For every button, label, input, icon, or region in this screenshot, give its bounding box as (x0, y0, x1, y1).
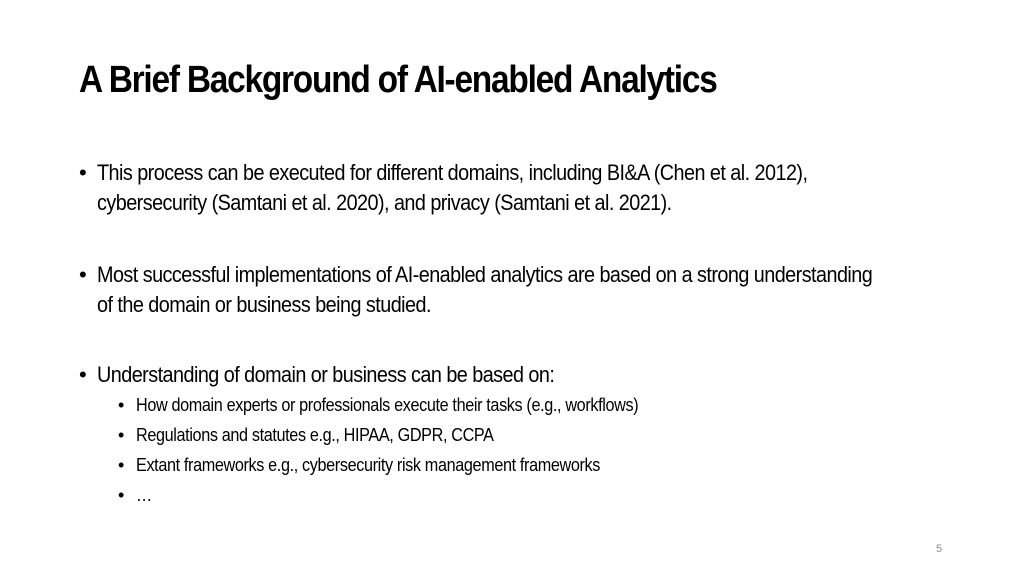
bullet-item (79, 260, 959, 320)
sub-bullet-item (79, 450, 959, 480)
slide-title: A Brief Background of AI-enabled Analytics (79, 59, 717, 101)
bullet-text: This process can be executed for different domains, including BI&A (Chen et al. 2012), cybersecurity (Samtani et al. 2020), and privacy (Samtani et al. 2021). (97, 160, 808, 215)
page-number: 5 (936, 543, 943, 555)
sub-bullet-item (79, 480, 959, 510)
bullet-item (79, 158, 959, 218)
sub-bullet-item (79, 390, 959, 420)
sub-bullet-text: … (136, 485, 152, 505)
bullet-text: Most successful implementations of AI-enabled analytics are based on a strong understanding of the domain or business being studied. (97, 262, 873, 317)
bullet-text: Understanding of domain or business can be based on: (97, 362, 555, 387)
sub-bullet-text: Extant frameworks e.g., cybersecurity risk management frameworks (136, 455, 601, 475)
slide-content (79, 158, 959, 510)
bullet-dot-icon: • (118, 395, 124, 415)
sub-bullet-item (79, 420, 959, 450)
bullet-dot-icon: • (79, 160, 87, 185)
bullet-dot-icon: • (118, 455, 124, 475)
bullet-dot-icon: • (79, 362, 87, 387)
sub-bullet-text: Regulations and statutes e.g., HIPAA, GDPR, CCPA (136, 425, 494, 445)
bullet-dot-icon: • (118, 425, 124, 445)
bullet-dot-icon: • (118, 485, 124, 505)
bullet-dot-icon: • (79, 262, 87, 287)
sub-bullet-text: How domain experts or professionals execute their tasks (e.g., workflows) (136, 395, 639, 415)
bullet-item (79, 360, 959, 390)
